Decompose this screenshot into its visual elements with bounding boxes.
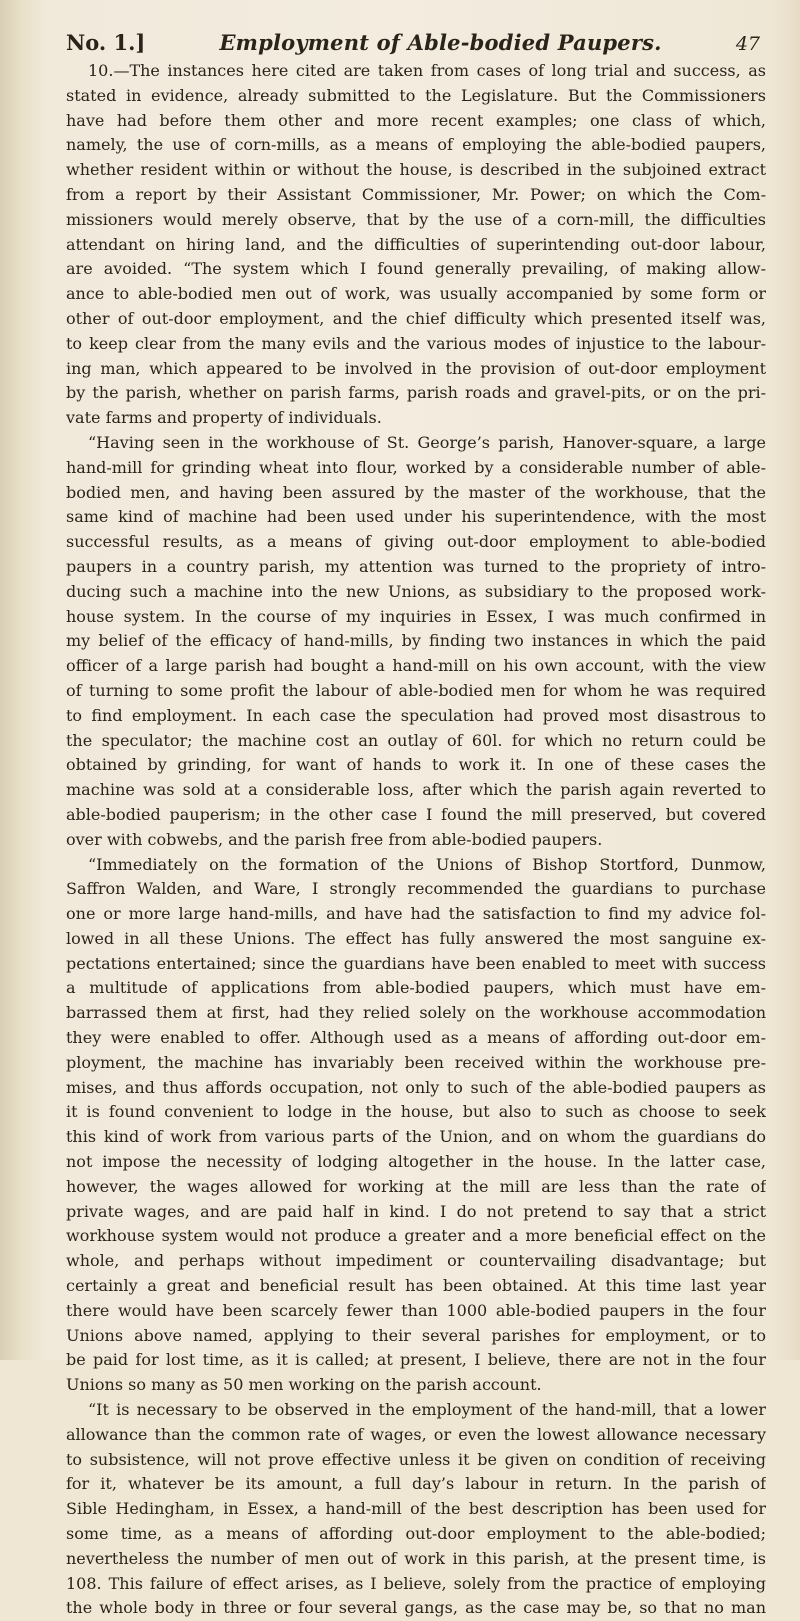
text-line: bodied men, and having been assured by the master of the workhouse, that the (66, 482, 766, 502)
text-line: to subsistence, will not prove effective unless it be given on condition of receiving (66, 1449, 766, 1469)
text-line: Unions above named, applying to their several parishes for employment, or to (66, 1325, 766, 1345)
text-line: 10.—The instances here cited are taken from cases of long trial and success, as (88, 61, 766, 80)
text-line: lowed in all these Unions. The effect has fully answered the most sanguine ex- (66, 928, 766, 948)
text-line: to keep clear from the many evils and the various modes of injustice to the labour- (66, 333, 766, 353)
text-line: paupers in a country parish, my attention was turned to the propriety of intro- (66, 556, 766, 576)
text-line: there would have been scarcely fewer than 1000 able-bodied paupers in the four (66, 1300, 766, 1320)
text-line: nevertheless the number of men out of work in this parish, at the present time, is (66, 1548, 766, 1568)
text-line: successful results, as a means of giving out-door employment to able-bodied (66, 532, 766, 552)
text-line: one or more large hand-mills, and have had the satisfaction to find my advice fol- (66, 904, 766, 924)
text-line: some time, as a means of affording out-door employment to the able-bodied; (66, 1524, 766, 1544)
text-line: over with cobwebs, and the parish free from able-bodied paupers. (66, 829, 603, 849)
text-line: are avoided. “The system which I found generally prevailing, of making allow- (66, 259, 766, 279)
running-title: Employment of Able-bodied Paupers. (219, 30, 662, 55)
text-line: ployment, the machine has invariably been received within the workhouse pre- (66, 1052, 766, 1072)
text-line: be paid for lost time, as it is called; at present, I believe, there are not in the four (66, 1350, 766, 1370)
text-line: Sible Hedingham, in Essex, a hand-mill of the best description has been used for (66, 1499, 766, 1519)
text-line: obtained by grinding, for want of hands to work it. In one of these cases the (66, 755, 766, 775)
text-line: “Having seen in the workhouse of St. George’s parish, Hanover-square, a large (88, 432, 766, 452)
text-line: not impose the necessity of lodging altogether in the house. In the latter case, (66, 1152, 766, 1172)
text-line: mises, and thus affords occupation, not only to such of the able-bodied paupers as (66, 1077, 766, 1097)
text-line: pectations entertained; since the guardians have been enabled to meet with success (66, 953, 766, 973)
page-number: 47 (735, 33, 760, 55)
text-line: “Immediately on the formation of the Unions of Bishop Stortford, Dunmow, (88, 854, 766, 874)
text-line: Unions so many as 50 men working on the parish account. (66, 1375, 542, 1395)
text-line: for it, whatever be its amount, a full day’s labour in return. In the parish of (66, 1474, 766, 1494)
text-line: hand-mill for grinding wheat into flour, worked by a considerable number of able- (66, 457, 766, 477)
text-line: of turning to some profit the labour of able-bodied men for whom he was required (66, 680, 766, 700)
text-line: have had before them other and more recent examples; one class of which, (66, 110, 766, 130)
text-line: from a report by their Assistant Commissioner, Mr. Power; on which the Com- (66, 184, 766, 204)
text-line: Saffron Walden, and Ware, I strongly recommended the guardians to purchase (66, 879, 766, 899)
text-line: private wages, and are paid half in kind. I do not pretend to say that a strict (66, 1201, 766, 1221)
text-line: ance to able-bodied men out of work, was usually accompanied by some form or (66, 284, 766, 304)
text-line: missioners would merely observe, that by the use of a corn-mill, the difficulties (66, 209, 766, 229)
text-line: workhouse system would not produce a greater and a more beneficial effect on the (66, 1226, 766, 1246)
text-line: a multitude of applications from able-bodied paupers, which must have em- (66, 978, 766, 998)
text-line: whole, and perhaps without impediment or countervailing disadvantage; but (66, 1251, 766, 1271)
text-line: the whole body in three or four several gangs, as the case may be, so that no man (66, 1598, 766, 1618)
text-line: however, the wages allowed for working at the mill are less than the rate of (66, 1176, 766, 1196)
text-line: 108. This failure of effect arises, as I believe, solely from the practice of employing (66, 1573, 766, 1593)
body-text (66, 59, 766, 1621)
text-line: certainly a great and beneficial result has been obtained. At this time last year (66, 1276, 766, 1296)
text-line: allowance than the common rate of wages, or even the lowest allowance necessary (66, 1424, 766, 1444)
text-line: barrassed them at first, had they relied solely on the workhouse accommodation (66, 1003, 766, 1023)
text-line: other of out-door employment, and the chief difficulty which presented itself was, (66, 308, 766, 328)
text-line: stated in evidence, already submitted to the Legislature. But the Commissioners (66, 85, 766, 105)
text-line: machine was sold at a considerable loss, after which the parish again reverted to (66, 780, 766, 800)
text-line: able-bodied pauperism; in the other case I found the mill preserved, but covered (66, 804, 766, 824)
text-line: this kind of work from various parts of the Union, and on whom the guardians do (66, 1127, 766, 1147)
text-line: whether resident within or without the house, is described in the subjoined extract (66, 160, 766, 180)
text-line: it is found convenient to lodge in the house, but also to such as choose to seek (66, 1102, 766, 1122)
text-line: attendant on hiring land, and the difficulties of superintending out-door labour, (66, 234, 766, 254)
text-line: vate farms and property of individuals. (66, 408, 382, 428)
text-line: same kind of machine had been used under his superintendence, with the most (66, 507, 766, 527)
text-line: namely, the use of corn-mills, as a means of employing the able-bodied paupers, (66, 135, 766, 155)
text-line: “It is necessary to be observed in the employment of the hand-mill, that a lower (88, 1400, 766, 1420)
text-line: ducing such a machine into the new Unions, as subsidiary to the proposed work- (66, 581, 766, 601)
text-line: ing man, which appeared to be involved in the provision of out-door employment (66, 358, 766, 378)
text-line: officer of a large parish had bought a hand-mill on his own account, with the view (66, 656, 766, 676)
text-line: by the parish, whether on parish farms, parish roads and gravel-pits, or on the pri- (66, 383, 766, 403)
text-line: my belief of the efficacy of hand-mills, by finding two instances in which the paid (66, 631, 766, 651)
text-line: the speculator; the machine cost an outlay of 60l. for which no return could be (66, 730, 766, 750)
text-line: house system. In the course of my inquiries in Essex, I was much confirmed in (66, 606, 766, 626)
text-line: to find employment. In each case the speculation had proved most disastrous to (66, 705, 766, 725)
issue-number: No. 1.] (66, 30, 146, 55)
text-line: they were enabled to offer. Although used as a means of affording out-door em- (66, 1028, 766, 1048)
